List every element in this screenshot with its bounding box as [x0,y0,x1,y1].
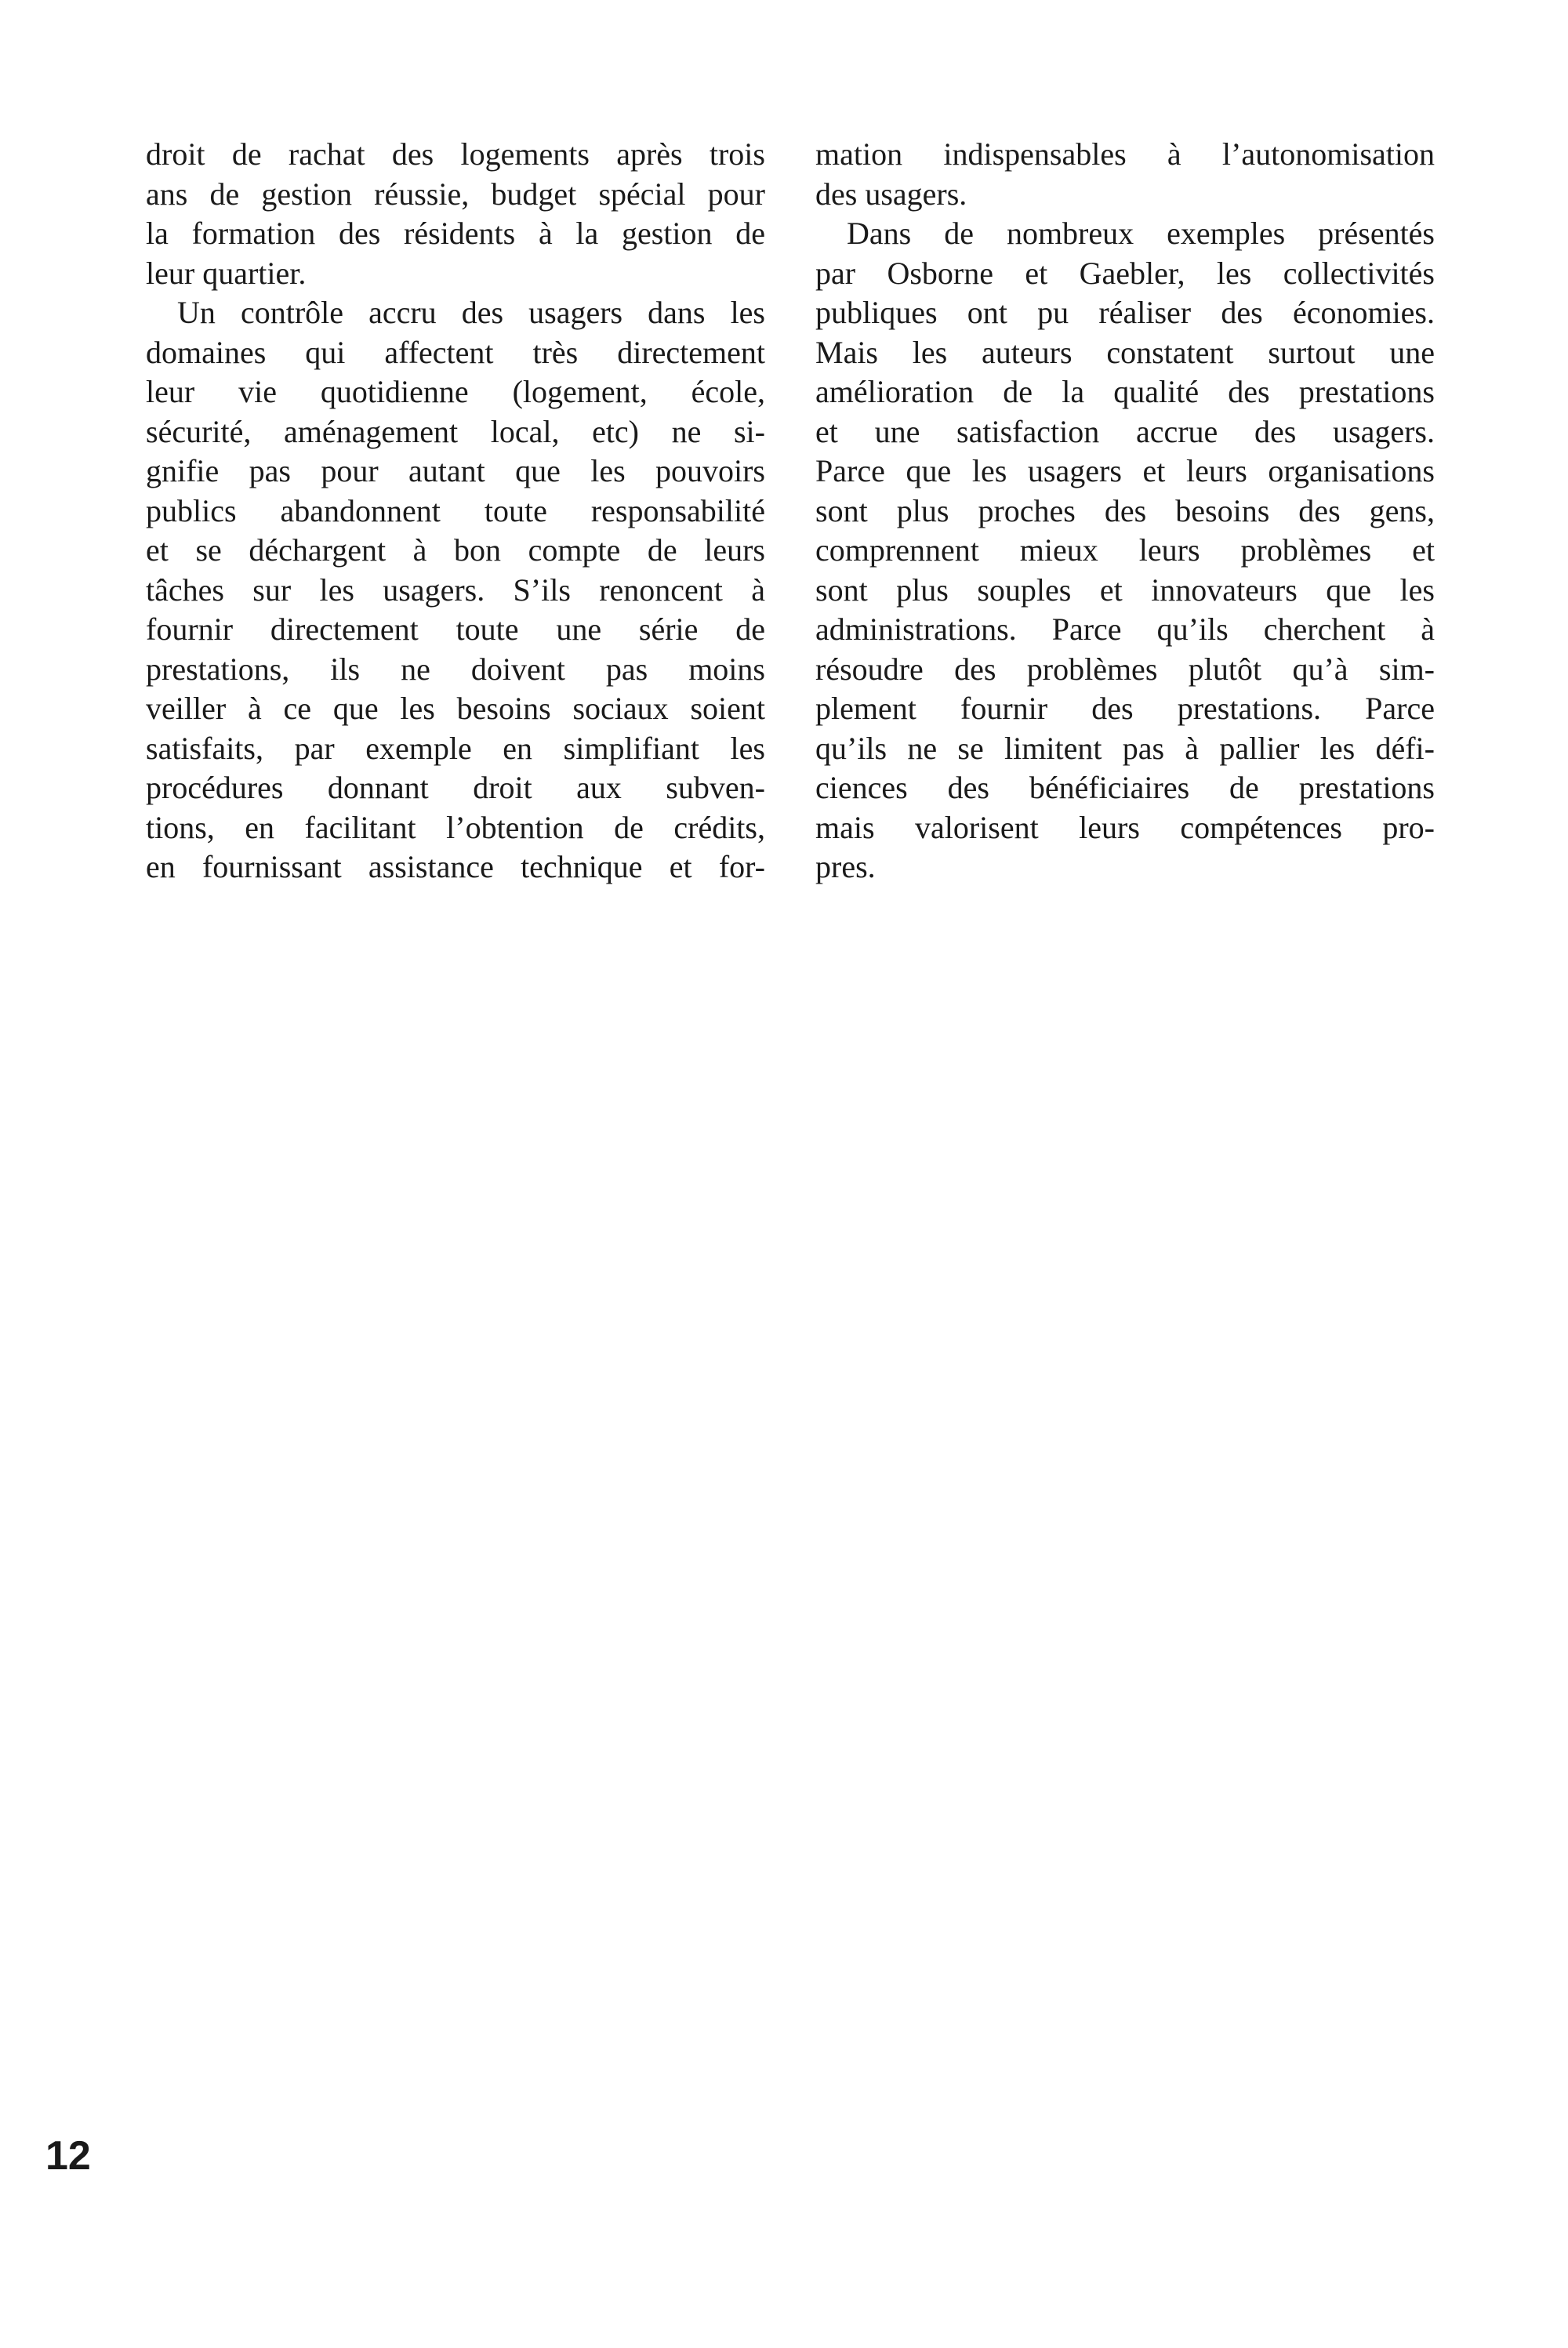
text-line: veiller à ce que les besoins sociaux soient [146,691,765,726]
text-line: ciences des bénéficiaires de prestations [815,770,1435,805]
text-line: ans de gestion réussie, budget spécial pour [146,176,765,212]
text-line: domaines qui affectent très directement [146,334,765,370]
text-line: mation indispensables à l’autonomisation [815,136,1435,172]
text-line: droit de rachat des logements après trois [146,136,765,172]
text-line: leur quartier. [146,255,307,291]
text-line: comprennent mieux leurs problèmes et [815,532,1435,568]
text-line: prestations, ils ne doivent pas moins [146,651,765,687]
text-line: satisfaits, par exemple en simplifiant les [146,730,765,766]
text-line: gnifie pas pour autant que les pouvoirs [146,453,765,488]
text-line: sont plus proches des besoins des gens, [815,492,1435,528]
text-line: en fournissant assistance technique et for- [146,849,765,884]
paragraph-first-line: Dans de nombreux exemples présentés [847,216,1435,251]
text-line: Mais les auteurs constatent surtout une [815,334,1435,370]
text-line: amélioration de la qualité des prestations [815,374,1435,409]
text-line: la formation des résidents à la gestion de [146,216,765,251]
text-line: et se déchargent à bon compte de leurs [146,532,765,568]
text-line: administrations. Parce qu’ils cherchent à [815,611,1435,647]
text-line: des usagers. [815,176,967,212]
text-line: procédures donnant droit aux subven- [146,770,765,805]
page-number: 12 [45,2133,91,2179]
left-text-column [146,135,765,887]
text-line: publics abandonnent toute responsabilité [146,492,765,528]
text-line: mais valorisent leurs compétences pro- [815,809,1435,845]
text-line: plement fournir des prestations. Parce [815,691,1435,726]
right-text-column [815,135,1435,887]
text-line: par Osborne et Gaebler, les collectivités [815,255,1435,291]
text-line: fournir directement toute une série de [146,611,765,647]
paragraph-first-line: Un contrôle accru des usagers dans les [177,295,765,330]
text-line: qu’ils ne se limitent pas à pallier les défi- [815,730,1435,766]
text-line: Parce que les usagers et leurs organisations [815,453,1435,488]
text-line: tions, en facilitant l’obtention de crédits, [146,809,765,845]
text-line: sécurité, aménagement local, etc) ne si- [146,413,765,449]
text-line: publiques ont pu réaliser des économies. [815,295,1435,330]
text-line: leur vie quotidienne (logement, école, [146,374,765,409]
text-line: résoudre des problèmes plutôt qu’à sim- [815,651,1435,687]
text-line: pres. [815,849,876,884]
text-line: et une satisfaction accrue des usagers. [815,413,1435,449]
text-line: sont plus souples et innovateurs que les [815,572,1435,608]
text-line: tâches sur les usagers. S’ils renoncent à [146,572,765,608]
